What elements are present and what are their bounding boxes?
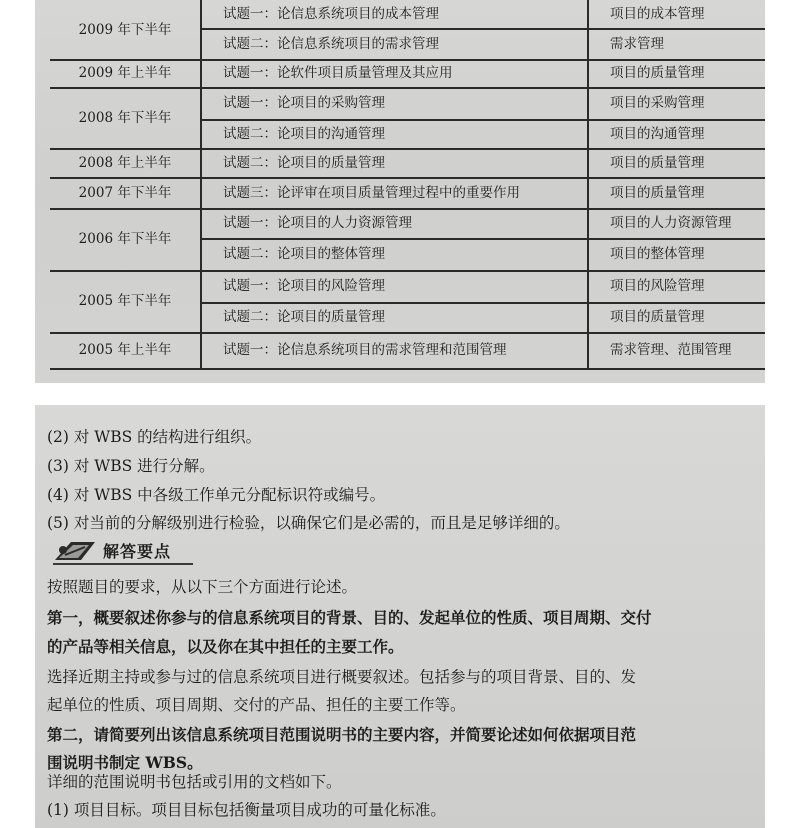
point2-line1: 第二，请简要列出该信息系统项目范围说明书的主要内容，并简要论述如何依据项目范 [47,725,637,744]
table-cell-topic: 试题一：论信息系统项目的需求管理和范围管理 [223,342,507,358]
step-5: (5) 对当前的分解级别进行检验，以确保它们是必需的，而且是足够详细的。 [47,514,570,532]
point1-detail-line1: 选择近期主持或参与过的信息系统项目进行概要叙述。包括参与的项目背景、目的、发 [47,668,637,686]
table-rule [50,332,765,334]
table-cell-area: 项目的风险管理 [610,278,705,294]
docs-intro: 详细的范围说明书包括或引用的文档如下。 [47,773,342,791]
table-cell-area: 项目的整体管理 [610,246,705,262]
table-rule [200,28,765,30]
table-cell-year: 2009 年下半年 [78,21,172,38]
table-cell-area: 需求管理 [610,35,664,52]
table-cell-topic: 试题一：论项目的风险管理 [223,278,385,294]
table-rule [50,87,765,89]
table-cell-year: 2006 年下半年 [78,231,172,247]
table-cell-topic: 试题一：论项目的采购管理 [223,95,385,111]
table-rule [200,238,765,240]
table-cell-topic: 试题二：论信息系统项目的需求管理 [223,35,439,52]
table-rule [50,270,765,272]
step-4: (4) 对 WBS 中各级工作单元分配标识符或编号。 [47,486,386,504]
table-cell-area: 项目的质量管理 [610,154,705,171]
table-cell-area: 项目的质量管理 [610,309,705,325]
step-2: (2) 对 WBS 的结构进行组织。 [47,428,262,446]
table-rule [200,302,765,304]
table-cell-topic: 试题一：论软件项目质量管理及其应用 [223,65,453,81]
table-cell-area: 需求管理、范围管理 [610,342,732,358]
table-cell-topic: 试题一：论项目的人力资源管理 [223,215,412,231]
table-cell-topic: 试题一：论信息系统项目的成本管理 [223,6,439,22]
step-3: (3) 对 WBS 进行分解。 [47,457,215,475]
table-rule [200,119,765,121]
table-cell-area: 项目的人力资源管理 [610,215,732,231]
table-column-rule [200,0,202,368]
table-cell-area: 项目的成本管理 [610,6,705,22]
book-page-photo [35,405,765,828]
table-cell-topic: 试题二：论项目的质量管理 [223,309,385,325]
point1-line1: 第一，概要叙述你参与的信息系统项目的背景、目的、发起单位的性质、项目周期、交付 [47,608,652,627]
point1-line2: 的产品等相关信息，以及你在其中担任的主要工作。 [47,637,404,656]
table-rule [50,59,765,61]
intro-text: 按照题目的要求，从以下三个方面进行论述。 [47,578,358,596]
point2-line2: 围说明书制定 WBS。 [47,753,203,772]
table-cell-topic: 试题三：论评审在项目质量管理过程中的重要作用 [223,184,520,201]
item-1: (1) 项目目标。项目目标包括衡量项目成功的可量化标准。 [47,801,446,819]
table-rule [50,368,765,370]
table-cell-topic: 试题二：论项目的沟通管理 [223,125,385,142]
table-rule [50,148,765,150]
table-cell-year: 2009 年上半年 [78,65,172,81]
table-cell-year: 2007 年下半年 [78,184,172,201]
table-cell-year: 2008 年上半年 [78,154,172,171]
table-column-rule [587,0,589,368]
table-rule [50,177,765,179]
table-cell-area: 项目的质量管理 [610,65,705,81]
table-cell-topic: 试题二：论项目的质量管理 [223,154,385,171]
table-cell-area: 项目的沟通管理 [610,125,705,142]
table-cell-area: 项目的采购管理 [610,95,705,111]
section-title: 解答要点 [103,542,172,561]
pencil-hand-icon [51,538,101,564]
exam-topics-table [50,0,765,383]
exam-topics-table-photo [35,0,765,383]
table-cell-year: 2005 年上半年 [78,342,172,358]
point1-detail-line2: 起单位的性质、项目周期、交付的产品、担任的主要工作等。 [47,696,466,714]
table-cell-year: 2008 年下半年 [78,109,172,126]
table-rule [50,208,765,210]
table-cell-year: 2005 年下半年 [78,293,172,309]
section-title-underline [53,563,193,565]
table-cell-area: 项目的质量管理 [610,184,705,201]
table-cell-topic: 试题二：论项目的整体管理 [223,246,385,262]
